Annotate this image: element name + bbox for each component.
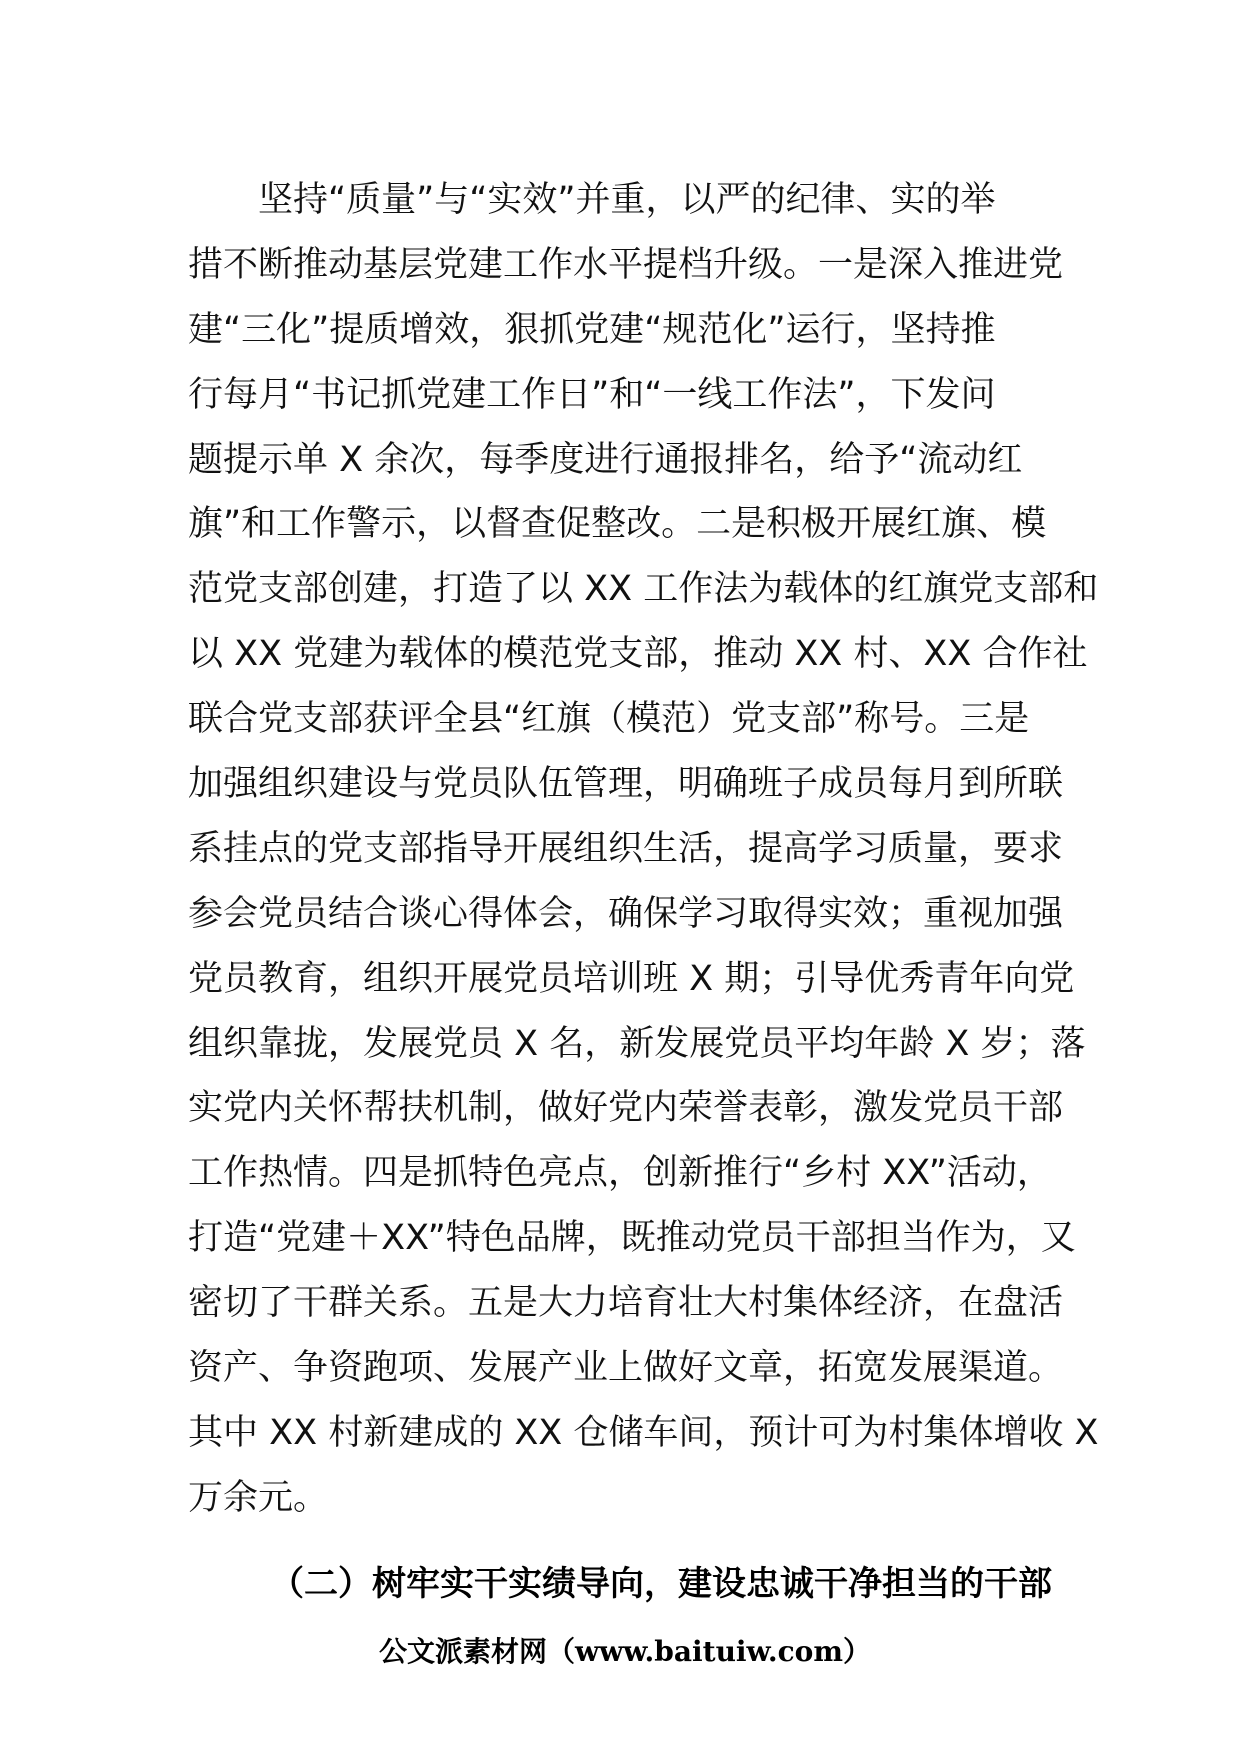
- paragraph-line: 坚持“质量”与“实效”并重，以严的纪律、实的举: [258, 180, 996, 220]
- paragraph-line: 万余元。: [188, 1477, 329, 1518]
- section-heading: （二）树牢实干实绩导向，建设忠诚干净担当的干部: [270, 1564, 1052, 1604]
- paragraph-line: 参会党员结合谈心得体会，确保学习取得实效；重视加强: [188, 893, 1064, 934]
- paragraph-line: 范党支部创建，打造了以 XX 工作法为载体的红旗党支部和: [188, 569, 1099, 610]
- paragraph-line: 系挂点的党支部指导开展组织生活，提高学习质量，要求: [188, 828, 1064, 869]
- paragraph-line: 加强组织建设与党员队伍管理，明确班子成员每月到所联: [188, 764, 1064, 805]
- paragraph-line: 实党内关怀帮扶机制，做好党内荣誉表彰，激发党员干部: [188, 1088, 1064, 1129]
- paragraph-line: 行每月“书记抓党建工作日”和“一线工作法”，下发问: [188, 374, 996, 415]
- paragraph-line: 以 XX 党建为载体的模范党支部，推动 XX 村、XX 合作社: [188, 634, 1088, 675]
- paragraph-line: 题提示单 X 余次，每季度进行通报排名，给予“流动红: [188, 439, 1023, 480]
- paragraph-line: 组织靠拢，发展党员 X 名，新发展党员平均年龄 X 岁；落: [188, 1023, 1086, 1064]
- paragraph-line: 旗”和工作警示，以督查促整改。二是积极开展红旗、模: [188, 504, 1047, 545]
- paragraph-line: 联合党支部获评全县“红旗（模范）党支部”称号。三是: [188, 699, 1030, 740]
- paragraph-line: 资产、争资跑项、发展产业上做好文章，拓宽发展渠道。: [188, 1348, 1064, 1389]
- paragraph-line: 其中 XX 村新建成的 XX 仓储车间，预计可为村集体增收 X: [188, 1412, 1099, 1453]
- paragraph-line: 党员教育，组织开展党员培训班 X 期；引导优秀青年向党: [188, 958, 1075, 999]
- paragraph-line: 建“三化”提质增效，狠抓党建“规范化”运行，坚持推: [188, 309, 996, 350]
- paragraph-line: 工作热情。四是抓特色亮点，创新推行“乡村 XX”活动，: [188, 1153, 1052, 1194]
- paragraph-line: 打造“党建＋XX”特色品牌，既推动党员干部担当作为，又: [188, 1218, 1076, 1259]
- footer-watermark: 公文派素材网（www.baituiw.com）: [379, 1635, 871, 1668]
- paragraph-line: 措不断推动基层党建工作水平提档升级。一是深入推进党: [188, 244, 1064, 285]
- paragraph-line: 密切了干群关系。五是大力培育壮大村集体经济，在盘活: [188, 1283, 1064, 1324]
- body-paragraph: [188, 168, 1099, 1531]
